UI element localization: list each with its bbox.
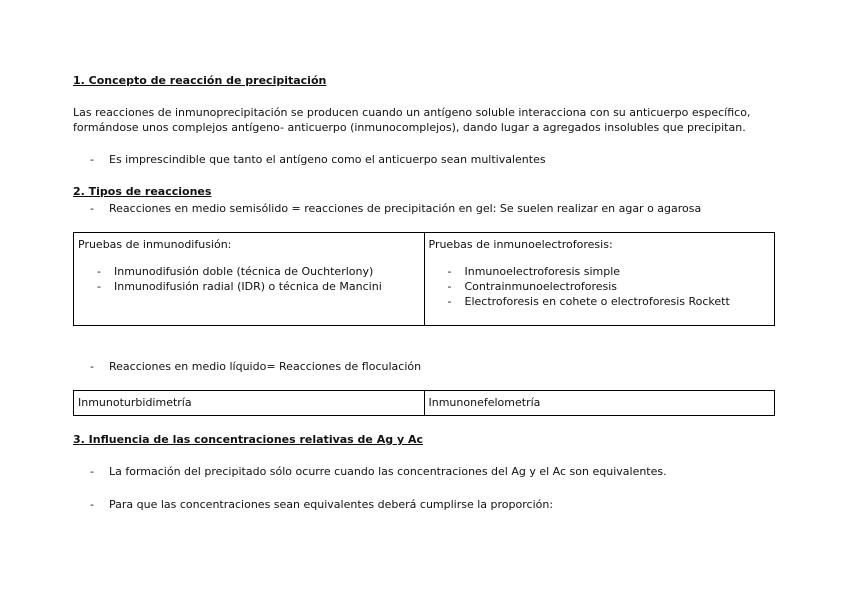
bullet-dash: - — [90, 360, 94, 373]
precipitation-tests-table — [73, 232, 775, 326]
section-3-heading: 3. Influencia de las concentraciones relativas de Ag y Ac — [73, 433, 423, 446]
bullet-precipitate — [90, 464, 667, 479]
list-item: - Electroforesis en cohete o electroforesis Rockett — [429, 294, 771, 309]
nephelometry-cell: Inmunonefelometría — [424, 391, 775, 416]
bullet-dash: - — [90, 465, 94, 478]
bullet-liquid — [90, 359, 421, 374]
bullet-text: Es imprescindible que tanto el antígeno como el anticuerpo sean multivalentes — [109, 153, 546, 166]
bullet-text: Reacciones en medio líquido= Reacciones de floculación — [109, 360, 422, 373]
immunodiffusion-cell — [74, 233, 425, 326]
turbidimetry-cell: Inmunoturbidimetría — [74, 391, 425, 416]
bullet-multivalent — [90, 152, 546, 167]
section-1-paragraph — [73, 105, 773, 135]
cell-title: Pruebas de inmunoelectroforesis: — [428, 238, 613, 251]
immunodiffusion-list — [78, 264, 420, 294]
bullet-semisolid — [90, 201, 701, 216]
list-item: - Inmunodifusión radial (IDR) o técnica de Mancini — [78, 279, 420, 294]
list-item: - Inmunodifusión doble (técnica de Ouchterlony) — [78, 264, 420, 279]
immunoelectrophoresis-cell — [424, 233, 775, 326]
section-2-heading: 2. Tipos de reacciones — [73, 185, 212, 198]
immunoelectrophoresis-list — [429, 264, 771, 309]
paragraph-line: formándose unos complejos antígeno- anticuerpo (inmunocomplejos), dando lugar a agregados insolubles que precipitan. — [73, 121, 746, 134]
bullet-dash: - — [90, 498, 94, 511]
paragraph-line: Las reacciones de inmunoprecipitación se producen cuando un antígeno soluble interacciona con su anticuerpo específico, — [73, 106, 751, 119]
list-item: - Inmunoelectroforesis simple — [429, 264, 771, 279]
bullet-text: Reacciones en medio semisólido = reacciones de precipitación en gel: Se suelen realizar en agar o agarosa — [109, 202, 702, 215]
bullet-proportion — [90, 497, 553, 512]
bullet-dash: - — [90, 153, 94, 166]
bullet-dash: - — [90, 202, 94, 215]
section-1-heading: 1. Concepto de reacción de precipitación — [73, 74, 327, 87]
bullet-text: Para que las concentraciones sean equivalentes deberá cumplirse la proporción: — [109, 498, 554, 511]
list-item: - Contrainmunoelectroforesis — [429, 279, 771, 294]
cell-title: Pruebas de inmunodifusión: — [78, 238, 232, 251]
bullet-text: La formación del precipitado sólo ocurre cuando las concentraciones del Ag y el Ac son equivalentes. — [109, 465, 667, 478]
flocculation-table — [73, 390, 775, 416]
